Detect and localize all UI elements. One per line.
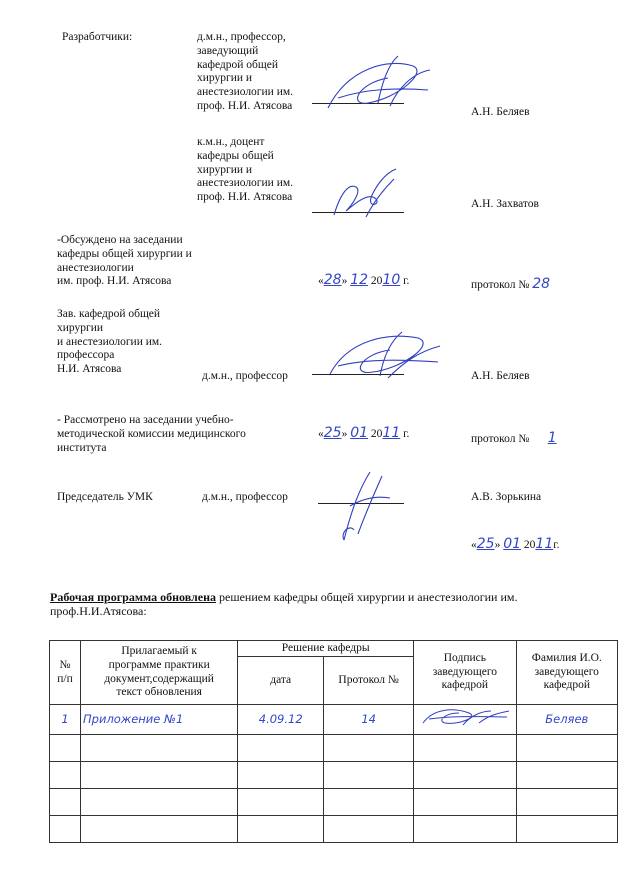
row-num — [50, 761, 81, 788]
developer-1-name: А.Н. Беляев — [471, 106, 530, 118]
reviewed-protocol-number: 1 — [547, 430, 557, 446]
signature-zakhvatov — [326, 165, 406, 225]
discussed-protocol-number: 28 — [532, 276, 551, 292]
row-fio — [516, 788, 617, 815]
reviewed-date: «25» 01 2011 г. — [318, 425, 410, 441]
header-decision: Решение кафедры — [238, 641, 414, 657]
row-date: 4.09.12 — [238, 705, 324, 735]
head-of-dept-text: Зав. кафедрой общей хирургии и анестезиологии им. профессора Н.И. Атясова — [57, 308, 163, 376]
discussed-date-month: 12 — [350, 272, 369, 288]
reviewed-date-year: 11 — [382, 425, 401, 441]
row-signature — [414, 788, 516, 815]
discussed-text: -Обсуждено на заседании кафедры общей хирургии и анестезиологии им. проф. Н.И. Атясова — [57, 234, 192, 288]
row-num — [50, 788, 81, 815]
header-date: дата — [238, 657, 324, 705]
row-signature — [414, 815, 516, 842]
row-num: 1 — [50, 705, 81, 735]
table-row — [50, 788, 618, 815]
umk-date: «25» 01 2011г. — [471, 536, 560, 552]
umk-label: Председатель УМК — [57, 491, 153, 503]
row-num — [50, 734, 81, 761]
header-document: Прилагаемый к программе практики документ,содержащий текст обновления — [81, 641, 238, 705]
reviewed-protocol: протокол № 1 — [471, 430, 572, 447]
row-date — [238, 788, 324, 815]
reviewed-text: - Рассмотрено на заседании учебно- методической комиссии медицинского института — [57, 414, 246, 454]
row-protocol — [324, 734, 414, 761]
discussed-date-year: 10 — [382, 272, 401, 288]
header-fio: Фамилия И.О. заведующего кафедрой — [516, 641, 617, 705]
reviewed-date-month: 01 — [350, 425, 369, 441]
umk-degree: д.м.н., профессор — [202, 491, 288, 503]
row-protocol: 14 — [324, 705, 414, 735]
row-document — [81, 761, 238, 788]
row-signature — [414, 705, 516, 735]
row-fio — [516, 815, 617, 842]
signature-zorkina — [330, 468, 400, 548]
row-document — [81, 788, 238, 815]
row-date — [238, 761, 324, 788]
table-row — [50, 734, 618, 761]
head-of-dept-name: А.Н. Беляев — [471, 370, 530, 382]
umk-name: А.В. Зорькина — [471, 491, 542, 503]
header-protocol: Протокол № — [324, 657, 414, 705]
table-row — [50, 705, 618, 735]
row-signature — [414, 761, 516, 788]
table-row — [50, 761, 618, 788]
table-row — [50, 815, 618, 842]
signature-row-1 — [419, 705, 511, 729]
discussed-protocol: протокол № 28 — [471, 276, 551, 292]
updates-table — [49, 640, 618, 843]
row-fio: Беляев — [516, 705, 617, 735]
program-updated-rest: решением кафедры общей хирургии и анестезиологии им. проф.Н.И.Атясова: — [50, 590, 518, 619]
program-updated-text — [50, 590, 620, 619]
umk-date-day: 25 — [476, 536, 495, 552]
row-fio — [516, 734, 617, 761]
signature-belyaev-2 — [318, 322, 448, 384]
row-date — [238, 734, 324, 761]
discussed-date-day: 28 — [323, 272, 342, 288]
row-fio — [516, 761, 617, 788]
developer-2-name: А.Н. Захватов — [471, 198, 539, 210]
program-updated-title: Рабочая программа обновлена — [50, 590, 217, 604]
row-document — [81, 734, 238, 761]
reviewed-date-day: 25 — [323, 425, 342, 441]
discussed-date: «28» 12 2010 г. — [318, 272, 410, 288]
head-of-dept-degree: д.м.н., профессор — [202, 370, 288, 382]
developer-1-position: д.м.н., профессор, заведующий кафедрой общей хирургии и анестезиологии им. проф. Н.И. Атясова — [197, 31, 294, 112]
header-num: № п/п — [50, 641, 81, 705]
row-document — [81, 815, 238, 842]
row-protocol — [324, 761, 414, 788]
umk-date-month: 01 — [503, 536, 522, 552]
row-protocol — [324, 788, 414, 815]
row-date — [238, 815, 324, 842]
developers-label: Разработчики: — [62, 31, 133, 43]
row-document: Приложение №1 — [81, 705, 238, 735]
row-signature — [414, 734, 516, 761]
signature-belyaev-1 — [318, 48, 438, 118]
row-protocol — [324, 815, 414, 842]
developer-2-position: к.м.н., доцент кафедры общей хирургии и анестезиологии им. проф. Н.И. Атясова — [197, 136, 294, 204]
row-num — [50, 815, 81, 842]
umk-date-year: 11 — [535, 536, 554, 552]
header-signature: Подпись заведующего кафедрой — [414, 641, 516, 705]
